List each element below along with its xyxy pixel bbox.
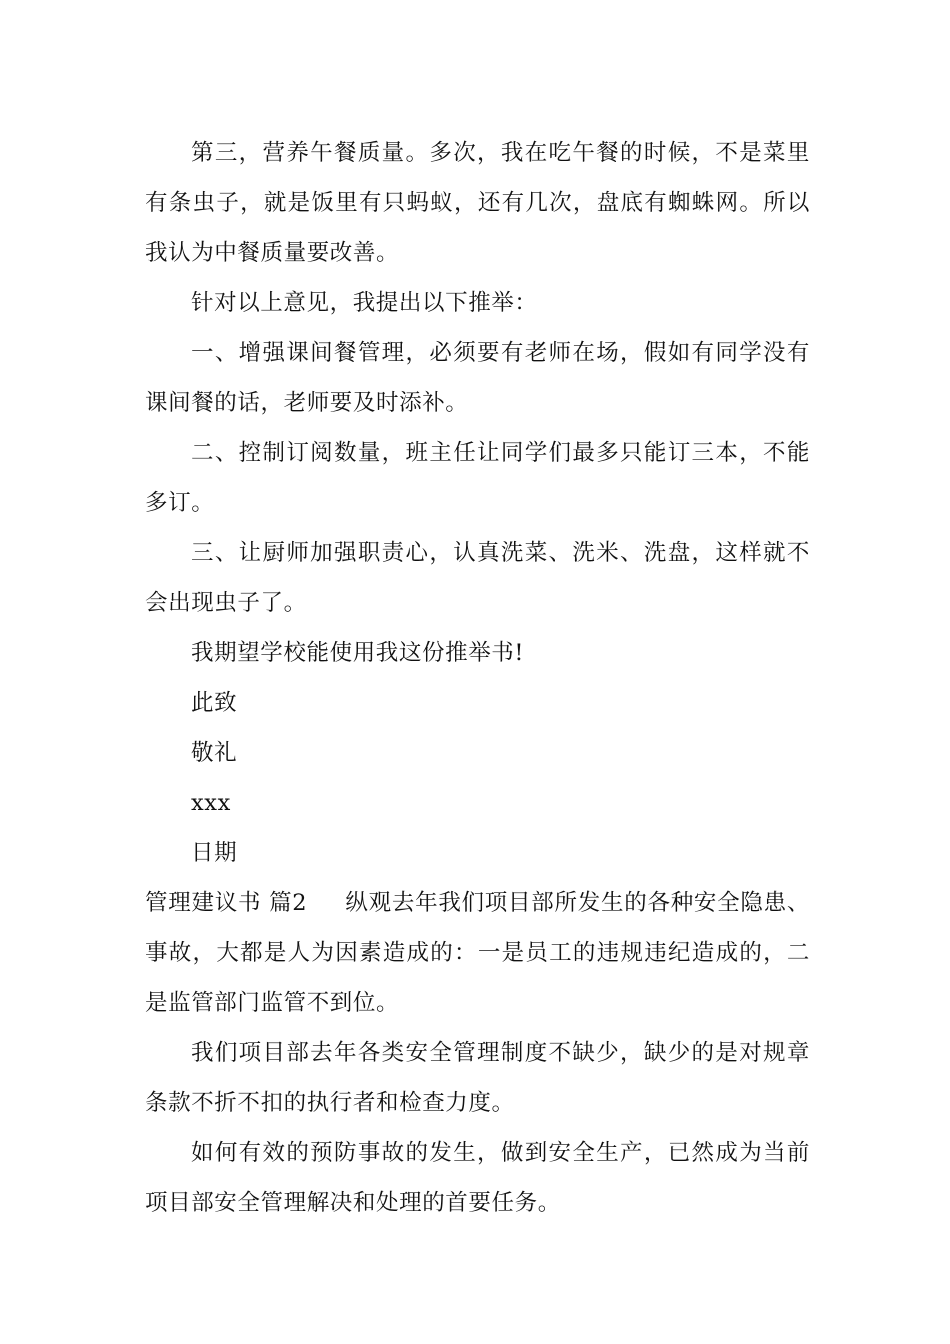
date-line: 日期 [191,840,238,866]
paragraph-suggestions-intro: 针对以上意见，我提出以下推举： [191,290,538,316]
closing-line-1: 此致 [191,690,238,716]
paragraph-suggestion-3: 三、让厨师加强职责心，认真洗菜、洗米、洗盘，这样就不会出现虫子了。 [145,540,810,616]
paragraph-hope: 我期望学校能使用我这份推举书! [191,640,525,666]
section2-first-text: 纵观去年我们项目部所发生的各种安全隐患、事故，大都是人为因素造成的：一是员工的违规违纪造成的，二是监管部门监管不到位。 [145,890,810,1016]
paragraph-suggestion-1: 一、增强课间餐管理，必须要有老师在场，假如有同学没有课间餐的话，老师要及时添补。 [145,340,810,416]
section2-first-paragraph [145,878,810,1028]
closing-line-2: 敬礼 [191,740,238,766]
section2-title: 管理建议书 篇2 [145,890,308,916]
paragraph-lunch-quality: 第三，营养午餐质量。多次，我在吃午餐的时候，不是菜里有条虫子，就是饭里有只蚂蚁，还有几次，盘底有蜘蛛网。所以我认为中餐质量要改善。 [145,140,810,266]
section2-paragraph-2: 如何有效的预防事故的发生，做到安全生产，已然成为当前项目部安全管理解决和处理的首要任务。 [145,1140,810,1216]
paragraph-suggestion-2: 二、控制订阅数量，班主任让同学们最多只能订三本，不能多订。 [145,440,810,516]
document-body [145,128,810,1228]
section2-paragraph-1: 我们项目部去年各类安全管理制度不缺少，缺少的是对规章条款不折不扣的执行者和检查力度。 [145,1040,810,1116]
signature: xxx [191,790,231,816]
